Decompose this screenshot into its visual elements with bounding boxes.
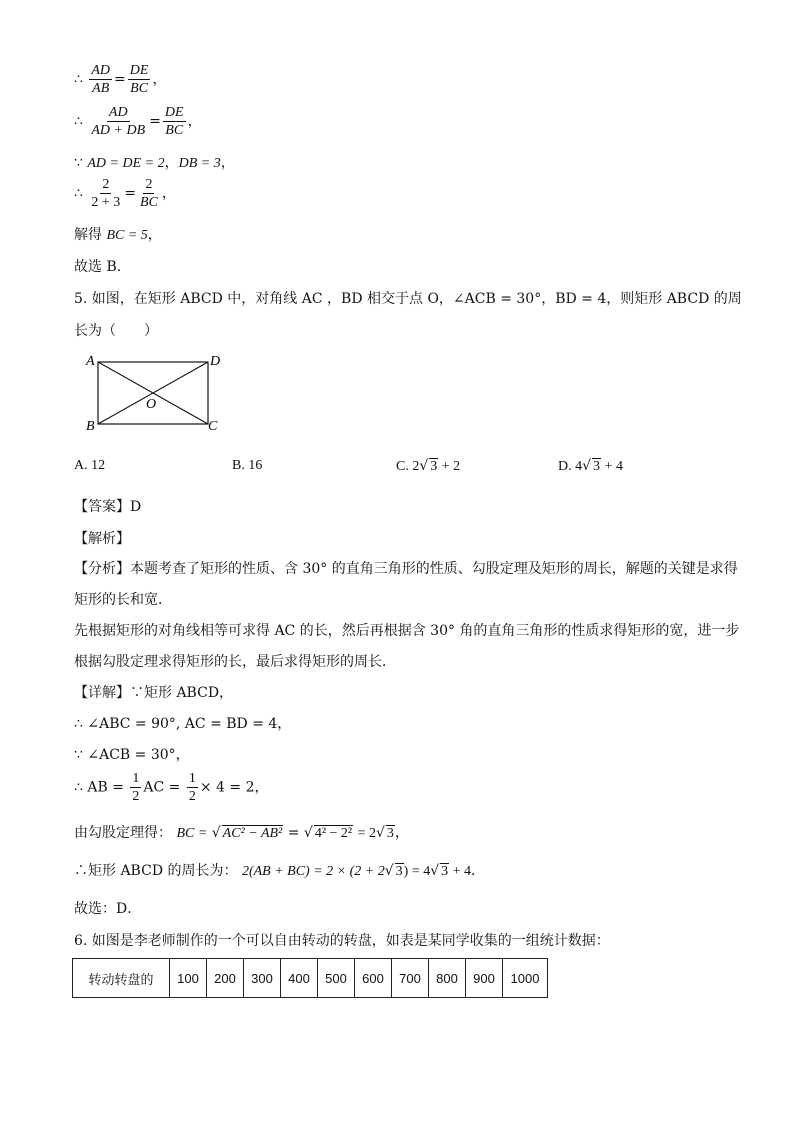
table-cell: 100: [170, 959, 207, 998]
table-cell: 500: [318, 959, 355, 998]
numerator: 2: [102, 177, 110, 192]
punctuation: ，: [187, 113, 202, 130]
radical-sign: √: [582, 458, 592, 474]
detail-line-7: 故选：D．: [74, 901, 142, 917]
equation: =: [287, 825, 300, 841]
radicand: 3: [395, 864, 403, 879]
denominator: 2 + 3: [91, 195, 121, 210]
numerator: AD: [108, 105, 128, 120]
numerator: AD: [91, 63, 111, 78]
denominator: 2: [132, 789, 140, 804]
radicand: 3: [593, 459, 601, 474]
radical-sign: √: [384, 863, 394, 879]
detail-line-2: ∴ ∠ABC = 90°, AC = BD = 4，: [74, 716, 292, 732]
question-5-line-1: 5. 如图，在矩形 ABCD 中，对角线 AC ，BD 相交于点 O，∠ACB = 30°，BD = 4，则矩形 ABCD 的周: [74, 291, 742, 307]
fraction: [89, 62, 112, 97]
denominator: 2: [188, 789, 196, 804]
equation: AD = DE = 2: [87, 156, 165, 171]
punctuation: ，: [220, 155, 235, 171]
conclusion-line: 故选 B．: [74, 259, 131, 275]
option-a[interactable]: A. 12: [74, 458, 106, 473]
equation: BC =: [176, 826, 208, 841]
question-6-line: 6. 如图是李老师制作的一个可以自由转动的转盘，如表是某同学收集的一组统计数据：: [74, 933, 610, 949]
option-text: C. 2: [396, 459, 420, 474]
step-line-1: ∴ $\frac{AD}{AB}$ = $\frac{DE}{BC}$ ，: [74, 63, 167, 96]
answer-tag: 【答案】: [74, 499, 130, 515]
radicand: AC² − AB²: [222, 826, 283, 841]
equation: + 4．: [449, 864, 486, 879]
analysis-paragraph-1b: 矩形的长和宽．: [74, 592, 172, 608]
radicand: 4² − 2²: [314, 826, 353, 841]
table-cell: 300: [244, 959, 281, 998]
fraction: [130, 770, 141, 805]
radicand: 3: [441, 864, 449, 879]
vertex-label-b: B: [86, 419, 95, 434]
numerator: DE: [164, 105, 184, 120]
option-text: + 2: [438, 459, 461, 474]
option-b[interactable]: B. 16: [232, 458, 263, 473]
detail-line-5: [74, 822, 409, 842]
punctuation: ，: [152, 71, 167, 88]
numerator: 2: [145, 177, 153, 192]
therefore-symbol: ∴: [74, 71, 83, 88]
because-symbol: ∵: [74, 155, 83, 171]
fraction: [128, 62, 151, 97]
analysis-tag: 【解析】: [74, 531, 130, 547]
statistics-table: [72, 958, 548, 998]
option-c[interactable]: [396, 458, 460, 475]
table-row: [73, 959, 548, 998]
detail-line-3: ∵ ∠ACB = 30°，: [74, 747, 190, 763]
table-cell: 700: [392, 959, 429, 998]
denominator: BC: [140, 195, 158, 210]
fraction: [89, 176, 122, 211]
radical-sign: √: [375, 825, 385, 841]
table-cell: 900: [466, 959, 503, 998]
denominator: BC: [130, 81, 149, 96]
analysis-paragraph-2b: 根据勾股定理求得矩形的长，最后求得矩形的周长．: [74, 654, 396, 670]
radical-sign: √: [419, 458, 429, 474]
therefore-symbol: ∴: [74, 185, 83, 202]
table-header-cell: 转动转盘的: [73, 959, 170, 998]
table-cell: 1000: [503, 959, 548, 998]
fraction: [89, 104, 147, 139]
detail-line-4: [74, 770, 269, 805]
table-cell: 600: [355, 959, 392, 998]
option-text: D. 4: [558, 459, 583, 474]
equation: AC =: [143, 779, 181, 796]
detail-line-6: [74, 860, 485, 880]
punctuation: ，: [164, 155, 179, 171]
option-d[interactable]: [558, 458, 623, 475]
radical-sign: √: [430, 863, 440, 879]
vertex-label-c: C: [208, 419, 218, 434]
vertex-label-d: D: [210, 354, 221, 369]
fraction: [138, 176, 160, 211]
label: ∴矩形 ABCD 的周长为：: [74, 863, 238, 879]
label: 由勾股定理得：: [74, 825, 172, 841]
step-line-2: ∴ $\frac{AD}{AD + DB}$ = $\frac{DE}{BC}$ ，: [74, 105, 202, 138]
fraction: [163, 104, 186, 139]
numerator: DE: [129, 63, 149, 78]
punctuation: ，: [394, 825, 409, 841]
denominator: AB: [92, 81, 110, 96]
detail-line-1: 【详解】∵矩形 ABCD，: [74, 685, 234, 701]
step-line-5: [74, 224, 162, 244]
table-cell: 200: [207, 959, 244, 998]
step-line-3: [74, 152, 235, 172]
answer-value: D: [130, 499, 142, 515]
answer-options: [74, 458, 734, 478]
equation: = 2: [357, 826, 376, 841]
center-label-o: O: [146, 397, 157, 412]
table-cell: 800: [429, 959, 466, 998]
question-5-line-2: 长为（ ）: [74, 323, 158, 339]
step-line-4: ∴ $\frac{2}{2 + 3}$ = $\frac{2}{BC}$ ，: [74, 177, 176, 210]
numerator: 1: [132, 771, 140, 786]
equation: ) = 4: [403, 864, 431, 879]
equation: BC = 5: [106, 228, 148, 243]
equation: 2(AB + BC) = 2 × (2 + 2: [241, 864, 385, 879]
analysis-paragraph-2a: 先根据矩形的对角线相等可求得 AC 的长，然后再根据含 30° 角的直角三角形的性质求得矩形的宽，进一步: [74, 623, 740, 639]
therefore-symbol: ∴: [74, 113, 83, 130]
radicand: 3: [430, 459, 438, 474]
analysis-paragraph-1a: 【分析】本题考查了矩形的性质、含 30° 的直角三角形的性质、勾股定理及矩形的周长，解题的关键是求得: [74, 561, 738, 577]
equation: ∴ AB =: [74, 779, 124, 796]
vertex-label-a: A: [86, 354, 95, 369]
label: 解得: [74, 227, 107, 243]
radical-sign: √: [303, 825, 313, 841]
fraction: [187, 770, 198, 805]
option-text: + 4: [601, 459, 623, 474]
radicand: 3: [386, 826, 394, 841]
punctuation: ，: [161, 185, 176, 202]
radical-sign: √: [211, 825, 221, 841]
punctuation: ，: [147, 227, 162, 243]
denominator: AD + DB: [91, 123, 146, 138]
denominator: BC: [165, 123, 184, 138]
table-cell: 400: [281, 959, 318, 998]
numerator: 1: [188, 771, 196, 786]
rectangle-figure: [80, 348, 230, 438]
equation: × 4 = 2，: [199, 779, 269, 796]
equation: DB = 3: [178, 156, 221, 171]
answer-line: [74, 496, 141, 516]
